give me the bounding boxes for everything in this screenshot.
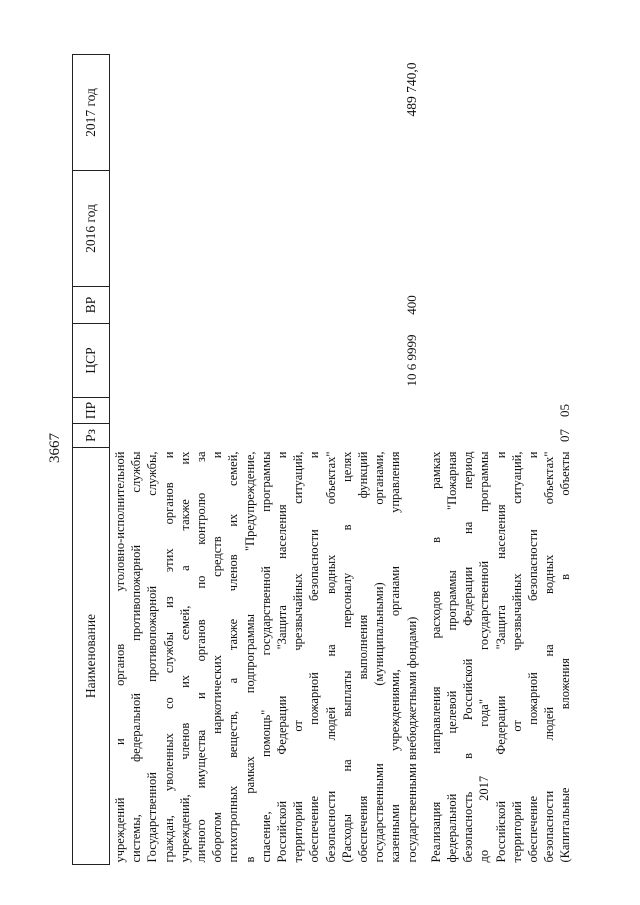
pr-cell: 05 — [557, 404, 573, 417]
rotated-page — [72, 55, 592, 865]
csr-cell — [420, 324, 574, 398]
row-name-cell — [110, 448, 420, 865]
amount-2016-cell — [420, 171, 574, 287]
header-year-2017: 2017 год — [73, 55, 110, 171]
name-line: казенными учреждениями, органами управления — [388, 451, 403, 863]
name-line: граждан, уволенных со службы из этих органов и — [161, 451, 176, 863]
name-line: территорий от чрезвычайных ситуаций, — [291, 451, 306, 863]
name-line: Реализация направления расходов в рамках — [428, 451, 443, 863]
pr-cell — [110, 398, 420, 424]
page-number: 3667 — [47, 433, 63, 463]
rz-cell: 07 — [557, 429, 573, 442]
header-name: Наименование — [73, 448, 110, 865]
name-line: безопасности людей на водных объектах" — [542, 451, 557, 863]
header-csr: ЦСР — [73, 324, 110, 398]
csr-cell: 10 6 9999 — [403, 334, 419, 387]
name-line: Российской Федерации "Защита населения и — [493, 451, 508, 863]
name-line: спасение, помощь" государственной программы — [258, 451, 273, 863]
header-vr: ВР — [73, 287, 110, 324]
header-pr: ПР — [73, 398, 110, 424]
name-line: оборотом наркотических средств и — [210, 451, 225, 863]
header-rz: Рз — [73, 424, 110, 448]
name-line: федеральной целевой программы "Пожарная — [445, 451, 460, 863]
name-line: (Капитальные вложения в объекты — [558, 451, 573, 863]
name-line: обеспечения выполнения функций — [356, 451, 371, 863]
vr-cell — [420, 287, 574, 324]
name-line: учреждений, членов их семей, а также их — [177, 451, 192, 863]
amount-2017-cell — [420, 55, 574, 171]
name-line: безопасности людей на водных объектах" — [323, 451, 338, 863]
amount-2016-cell — [110, 171, 420, 287]
name-line: личного имущества и органов по контролю за — [194, 451, 209, 863]
name-line: психотропных веществ, а также членов их семей, — [226, 451, 241, 863]
name-line: обеспечение пожарной безопасности и — [307, 451, 322, 863]
name-line: Российской Федерации "Защита населения и — [275, 451, 290, 863]
table-row — [420, 55, 574, 865]
name-line: до 2017 года" государственной программы — [477, 451, 492, 863]
name-line: в рамках подпрограммы "Предупреждение, — [242, 451, 257, 863]
header-year-2016: 2016 год — [73, 171, 110, 287]
name-line: территорий от чрезвычайных ситуаций, — [509, 451, 524, 863]
table-row — [110, 55, 420, 865]
name-line: системы, федеральной противопожарной службы — [129, 451, 144, 863]
rz-cell — [110, 424, 420, 448]
name-line: обеспечение пожарной безопасности и — [526, 451, 541, 863]
row-name-cell — [420, 448, 574, 865]
vr-cell: 400 — [403, 295, 419, 315]
name-line: государственными (муниципальными) органами, — [372, 451, 387, 863]
name-line: государственными внебюджетными фондами) — [404, 616, 419, 863]
header-row — [73, 55, 110, 865]
budget-table — [72, 54, 574, 865]
name-line: учреждений и органов уголовно-исполнительной — [113, 451, 127, 863]
name-line: Государственной противопожарной службы, — [145, 451, 160, 863]
name-line: безопасность в Российской Федерации на период — [461, 451, 476, 863]
name-line: (Расходы на выплаты персоналу в целях — [339, 451, 354, 863]
amount-2017-cell: 489 740,0 — [403, 62, 419, 117]
